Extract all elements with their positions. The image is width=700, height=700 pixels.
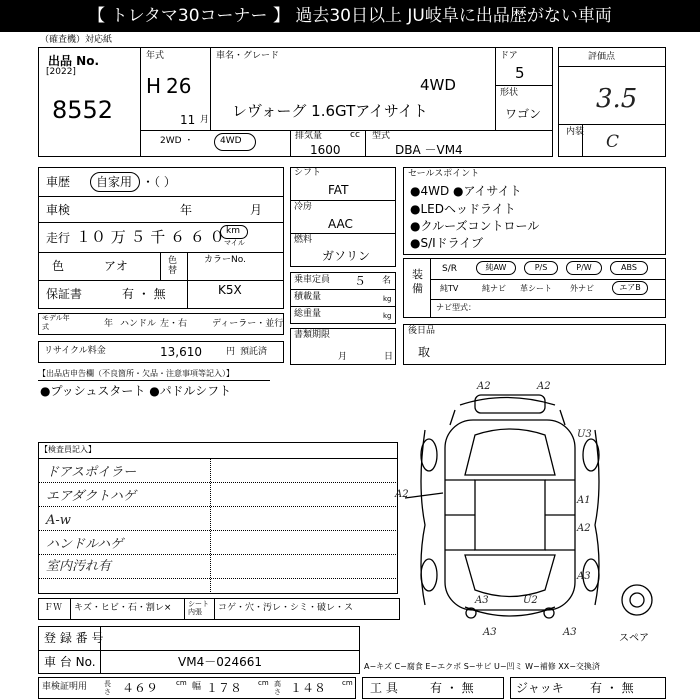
model-year-label: モデル年式 — [42, 314, 70, 331]
capacity-label: 乗車定員 — [294, 275, 331, 285]
book-unit: 月 — [338, 352, 348, 362]
year-value: 26 — [166, 74, 192, 98]
model-name: レヴォーグ 1.6GTアイサイト — [232, 102, 428, 120]
book-day: 日 — [384, 352, 394, 362]
color-no-value: K5X — [218, 283, 242, 297]
month-unit: 月 — [200, 115, 210, 125]
ac-value: AAC — [328, 217, 353, 231]
shift-value: FAT — [328, 183, 349, 197]
inspector-note: ドアスポイラー — [46, 465, 137, 480]
length-value: ４６９ — [122, 681, 159, 695]
doors-label: ドア — [500, 51, 518, 61]
tools-label: 工 具 — [370, 681, 398, 695]
chassis-value: VM4－024661 — [178, 655, 263, 669]
height-label: 高さ — [274, 680, 281, 696]
mileage-value: １０ 万 ５ 千 ６ ６ ０ — [76, 228, 225, 246]
inspector-note: 室内汚れ有 — [46, 559, 112, 574]
year-label: 年式 — [146, 51, 165, 61]
equip-ps: P/S — [524, 261, 558, 275]
handle-value: 左・右 — [160, 319, 188, 329]
load-unit: kg — [383, 295, 392, 303]
type-value: DBA －VM4 — [395, 143, 463, 157]
displacement-value: 1600 — [310, 143, 341, 157]
navi-type-label: ナビ型式： — [436, 303, 476, 312]
height-value: １４８ — [290, 681, 327, 695]
seat-value: コゲ・穴・汚レ・シミ・破レ・ス — [218, 603, 354, 613]
rear-box — [403, 324, 666, 365]
damage-mark: A3 — [483, 627, 497, 638]
reg-label: 登 録 番 号 — [44, 631, 104, 645]
history-label: 車歴 — [46, 175, 71, 189]
form-note: （確査機）対応紙 — [40, 35, 113, 45]
damage-mark: U2 — [523, 595, 538, 606]
interior-value: C — [606, 132, 620, 152]
equip-airbag: エアB — [612, 281, 648, 295]
damage-mark: A2 — [537, 381, 551, 392]
ac-label: 冷房 — [294, 202, 313, 212]
equip-pw: P/W — [566, 261, 602, 275]
displacement-label: 排気量 — [295, 131, 323, 141]
chassis-label: 車 台 No. — [44, 655, 96, 669]
warranty-label: 保証書 — [46, 287, 83, 301]
lot-number: 8552 — [52, 96, 114, 124]
cert-label: 車検証明用 — [42, 682, 88, 692]
fuel-label: 燃料 — [294, 235, 313, 245]
fuel-value: ガソリン — [322, 249, 371, 263]
recycle-label: リサイクル料金 — [44, 346, 106, 356]
type-label: 型式 — [372, 131, 391, 141]
mileage-unit-km: km — [226, 226, 240, 236]
length-unit: cm — [176, 679, 187, 687]
history-rest: ・（ ） — [142, 175, 176, 189]
damage-mark: A2 — [477, 381, 491, 392]
capacity-value: ５ — [354, 274, 367, 288]
lot-label: 出品 No. — [48, 54, 100, 68]
car-diagram — [395, 375, 695, 645]
equip-awheel: 純AW — [476, 261, 516, 275]
damage-legend: A−キズ C−腐食 E−エクボ S−サビ U−凹ミ W−補修 XX−交換済 — [364, 662, 600, 671]
equip-sr: S/R — [442, 264, 457, 274]
name-label: 車名・グレード — [216, 51, 280, 61]
sales-point: ●S/Iドライブ — [410, 236, 483, 250]
jack-label: ジャッキ — [516, 681, 564, 695]
damage-mark: A3 — [577, 571, 591, 582]
seat-label: シート内張 — [188, 600, 209, 616]
damage-mark: U3 — [577, 429, 592, 440]
inspection-year: 年 — [180, 203, 193, 217]
book-label: 書類期限 — [294, 330, 331, 340]
gross-label: 総重量 — [294, 309, 322, 319]
sales-point: ●4WD ●アイサイト — [410, 184, 522, 198]
score-label: 評価点 — [588, 52, 616, 62]
length-label: 長さ — [104, 680, 111, 696]
load-label: 積載量 — [294, 292, 322, 302]
damage-mark: A3 — [563, 627, 577, 638]
score-value: 3.5 — [596, 84, 638, 114]
history-value: 自家用 — [96, 175, 133, 189]
damage-mark: A2 — [577, 523, 591, 534]
recycle-value: 13,610 — [160, 345, 202, 359]
rear-label: 後日品 — [408, 326, 436, 336]
spare-label: スペア — [619, 633, 649, 644]
inspector-note: ハンドルハゲ — [46, 537, 124, 552]
warranty-value: 有 ・ 無 — [122, 287, 166, 301]
mileage-label: 走行 — [46, 231, 71, 245]
model-year-unit: 年 — [104, 319, 114, 329]
shape-label: 形状 — [500, 88, 519, 98]
mileage-unit-mile: マイル — [224, 239, 245, 247]
banner: 【 トレタマ30コーナー 】 過去30日以上 JU岐阜に出品歴がない車両 — [0, 0, 700, 32]
dealer-label: ディーラー・並行 — [212, 319, 284, 329]
month-value: 11 — [180, 113, 196, 127]
width-label: 幅 — [192, 682, 202, 692]
width-unit: cm — [258, 679, 269, 687]
height-unit: cm — [342, 679, 353, 687]
capacity-unit: 名 — [382, 276, 392, 286]
equip-leather: 革シート — [520, 284, 552, 293]
inspection-month: 月 — [250, 203, 263, 217]
exhibitor-label: 【出品店申告欄（不良箇所・欠品・注意事項等記入）】 — [38, 369, 234, 378]
damage-mark: A3 — [475, 595, 489, 606]
inspector-note: A-w — [46, 513, 71, 528]
equip-ext-navi: 外ナビ — [570, 284, 594, 293]
drive-choice-2wd: 2WD ・ — [160, 136, 194, 146]
recycle-note: 預託済 — [240, 347, 268, 357]
drive-value: 4WD — [420, 76, 456, 94]
fw-label: ＦＷ — [44, 603, 63, 613]
inspector-note: エアダクトハゲ — [46, 489, 136, 504]
color-label: 色 — [52, 259, 65, 273]
shape-value: ワゴン — [505, 107, 542, 121]
color-no-label: カラーNo. — [204, 255, 246, 265]
date-stamp: [2022] — [46, 67, 76, 77]
sales-point: ●LEDヘッドライト — [410, 202, 516, 216]
color-no-box — [187, 252, 284, 309]
equip-tv: 純TV — [440, 284, 459, 293]
inspector-label: 【検査員記入】 — [40, 445, 96, 454]
tools-value: 有 ・ 無 — [430, 681, 474, 695]
equipment-label: 装備 — [412, 268, 423, 295]
color-value: アオ — [104, 259, 128, 273]
inspection-label: 車検 — [46, 203, 71, 217]
fw-value: キズ・ヒビ・石・割レ× — [74, 603, 172, 613]
equip-abs: ABS — [610, 261, 648, 275]
era: H — [146, 74, 162, 98]
sales-label: セールスポイント — [408, 169, 480, 179]
handle-label: ハンドル — [120, 319, 157, 329]
interior-label: 内装 — [566, 127, 585, 137]
shift-label: シフト — [294, 168, 322, 178]
displacement-unit: cc — [350, 130, 360, 140]
recycle-unit: 円 — [226, 347, 236, 357]
width-value: １７８ — [206, 681, 243, 695]
equip-navi: 純ナビ — [482, 284, 506, 293]
sales-point: ●クルーズコントロール — [410, 219, 540, 233]
doors-value: 5 — [515, 64, 525, 82]
jack-value: 有 ・ 無 — [590, 681, 634, 695]
gross-unit: kg — [383, 312, 392, 320]
damage-mark: A1 — [577, 495, 591, 506]
exhibitor-items: ●プッシュスタート ●パドルシフト — [40, 384, 232, 398]
rear-value: 取 — [418, 345, 431, 359]
drive-choice-4wd: 4WD — [220, 136, 242, 146]
color-change-label: 色替 — [168, 256, 178, 276]
damage-mark: A2 — [395, 489, 409, 500]
